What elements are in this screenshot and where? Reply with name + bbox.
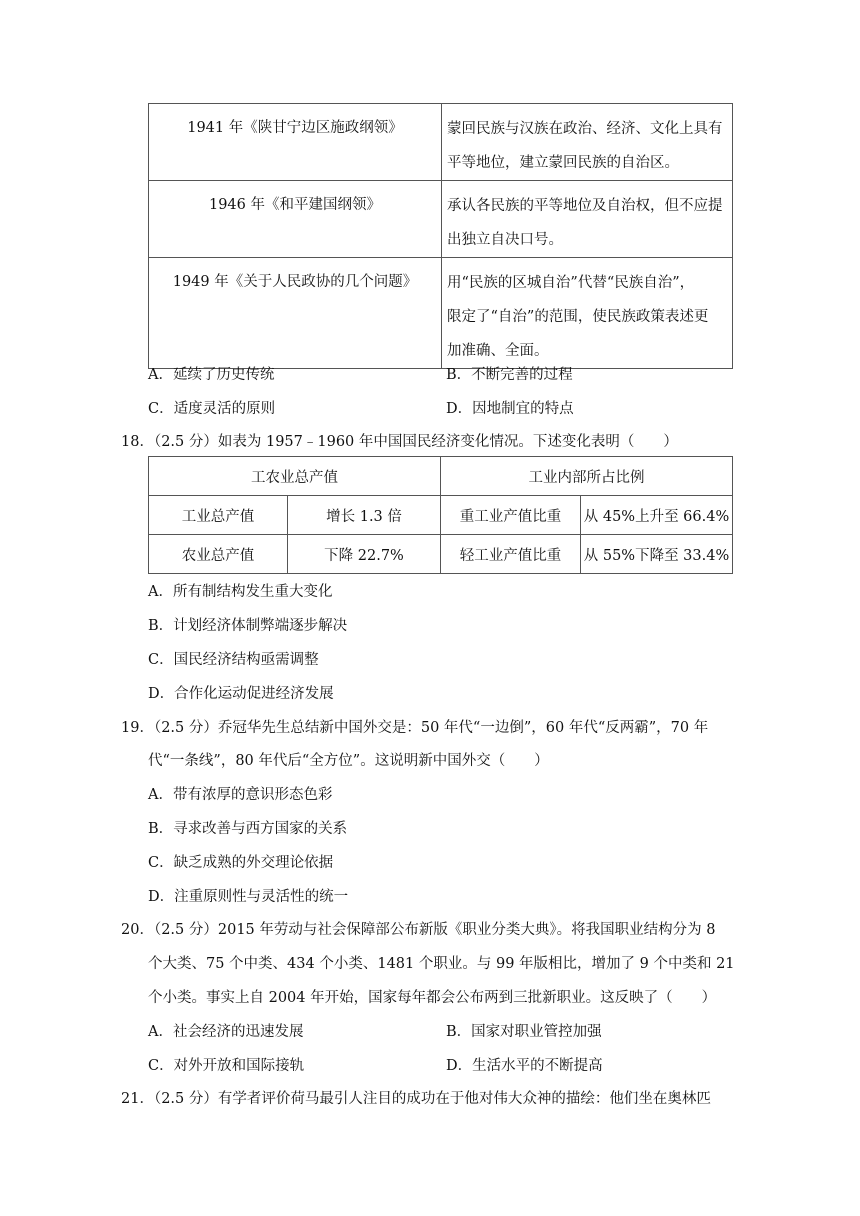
table-cell: 从 55%下降至 33.4% [581,535,733,574]
table-row [149,496,733,535]
table-row [149,181,733,258]
table-row [149,535,733,574]
cell-line: 加准确、全面。 [447,343,549,359]
question-20-stem-line: 个大类、75 个中类、434 个小类、1481 个职业。与 99 年版相比，增加了 9 个中类和 21 [148,956,735,972]
table-cell [442,181,733,258]
table-cell: 1946 年《和平建国纲领》 [149,181,442,258]
table-header-cell: 工业内部所占比例 [441,457,733,496]
table-header-row [149,457,733,496]
option-d: D．生活水平的不断提高 [446,1058,603,1074]
option-b: B．寻求改善与西方国家的关系 [148,821,348,837]
table-cell: 1949 年《关于人民政协的几个问题》 [149,258,442,369]
policy-table [148,103,733,369]
table-cell: 重工业产值比重 [441,496,581,535]
table-cell: 农业总产值 [149,535,288,574]
option-a: A．社会经济的迅速发展 [148,1024,304,1040]
table-cell: 下降 22.7% [288,535,441,574]
table-cell [442,258,733,369]
economy-table [148,456,733,574]
table-cell: 轻工业产值比重 [441,535,581,574]
table-row [149,104,733,181]
table-row [149,258,733,369]
option-a: A．延续了历史传统 [148,367,275,383]
question-20-stem-line: 20．（2.5 分）2015 年劳动与社会保障部公布新版《职业分类大典》。将我国职业结构分为 8 [121,922,716,938]
table-cell: 从 45%上升至 66.4% [581,496,733,535]
table-cell: 增长 1.3 倍 [288,496,441,535]
table-header-cell: 工农业总产值 [149,457,441,496]
cell-line: 承认各民族的平等地位及自治权，但不应提 [447,198,723,214]
question-20-stem-line: 个小类。事实上自 2004 年开始，国家每年都会公布两到三批新职业。这反映了（ ） [148,990,717,1006]
question-21-stem: 21．（2.5 分）有学者评价荷马最引人注目的成功在于他对伟大众神的描绘：他们坐在奥林匹 [121,1091,711,1107]
cell-line: 用“民族的区城自治”代替“民族自治”， [447,275,695,291]
option-a: A．带有浓厚的意识形态色彩 [148,787,333,803]
option-c: C．对外开放和国际接轨 [148,1058,305,1074]
option-d: D．合作化运动促进经济发展 [148,686,334,702]
option-c: C．适度灵活的原则 [148,401,276,417]
cell-line: 限定了“自治”的范围，使民族政策表述更 [447,309,709,325]
option-a: A．所有制结构发生重大变化 [148,584,333,600]
option-c: C．缺乏成熟的外交理论依据 [148,855,334,871]
option-c: C．国民经济结构亟需调整 [148,652,319,668]
option-b: B．国家对职业管控加强 [446,1024,602,1040]
cell-line: 出独立自决口号。 [447,232,563,248]
cell-line: 蒙回民族与汉族在政治、经济、文化上具有 [447,121,723,137]
table-cell [442,104,733,181]
option-b: B．不断完善的过程 [446,367,573,383]
option-b: B．计划经济体制弊端逐步解决 [148,618,348,634]
cell-line: 平等地位，建立蒙回民族的自治区。 [447,155,679,171]
table-cell: 1941 年《陕甘宁边区施政纲领》 [149,104,442,181]
table-cell: 工业总产值 [149,496,288,535]
question-18-stem: 18．（2.5 分）如表为 1957﹣1960 年中国国民经济变化情况。下述变化表明（ ） [121,434,678,450]
option-d: D．注重原则性与灵活性的统一 [148,889,349,905]
question-19-stem-line: 19．（2.5 分）乔冠华先生总结新中国外交是：50 年代“一边倒”，60 年代“反两霸”，70 年 [121,720,709,736]
option-d: D．因地制宜的特点 [446,401,574,417]
question-19-stem-line: 代“一条线”，80 年代后“全方位”。这说明新中国外交（ ） [148,753,549,769]
